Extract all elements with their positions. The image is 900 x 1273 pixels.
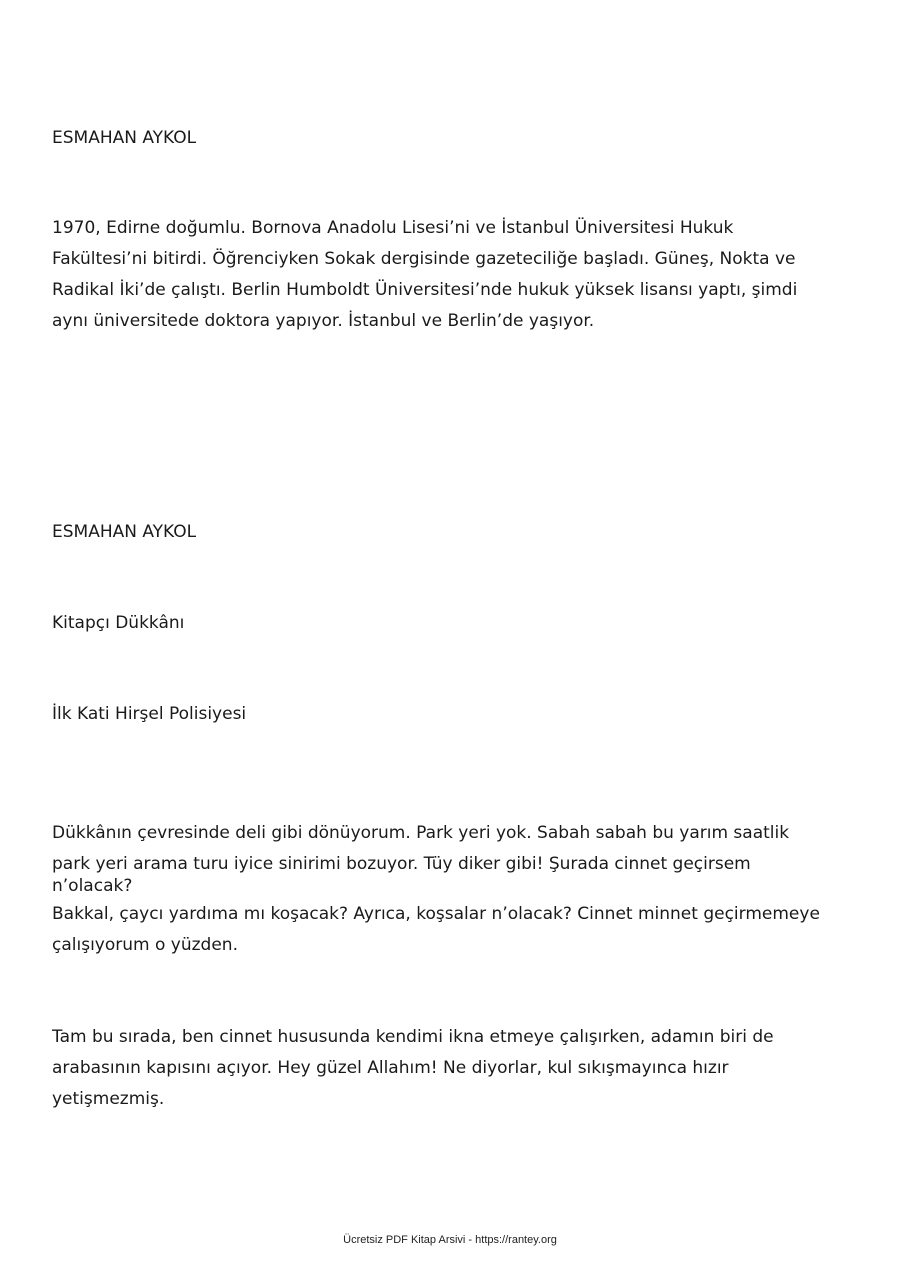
paragraph-line: Dükkânın çevresinde deli gibi dönüyorum. Park yeri yok. Sabah sabah bu yarım saatlik <box>52 823 790 843</box>
paragraph-line: park yeri arama turu iyice sinirimi bozuyor. Tüy diker gibi! Şurada cinnet geçirsem <box>52 854 751 874</box>
page-footer: Ücretsiz PDF Kitap Arsivi - https://rantey.org <box>343 1234 557 1246</box>
story-paragraph <box>52 1022 860 1115</box>
bio-line: 1970, Edirne doğumlu. Bornova Anadolu Lisesi’ni ve İstanbul Üniversitesi Hukuk <box>52 218 734 238</box>
paragraph-line: Tam bu sırada, ben cinnet hususunda kendimi ikna etmeye çalışırken, adamın biri de <box>52 1027 774 1047</box>
book-title: Kitapçı Dükkânı <box>52 613 185 633</box>
paragraph-line: Bakkal, çaycı yardıma mı koşacak? Ayrıca, koşsalar n’olacak? Cinnet minnet geçirmemeye <box>52 904 820 924</box>
paragraph-line: yetişmezmiş. <box>52 1089 165 1109</box>
bio-line: Fakültesi’ni bitirdi. Öğrenciyken Sokak dergisinde gazeteciliğe başladı. Güneş, Nokta ve <box>52 249 796 269</box>
author-heading: ESMAHAN AYKOL <box>52 128 197 148</box>
bio-line: aynı üniversitede doktora yapıyor. İstanbul ve Berlin’de yaşıyor. <box>52 311 595 331</box>
paragraph-line: n’olacak? <box>52 876 133 896</box>
paragraph-line: arabasının kapısını açıyor. Hey güzel Allahım! Ne diyorlar, kul sıkışmayınca hızır <box>52 1058 729 1078</box>
author-bio <box>52 213 860 337</box>
bio-line: Radikal İki’de çalıştı. Berlin Humboldt Üniversitesi’nde hukuk yüksek lisansı yaptı, şimdi <box>52 280 798 300</box>
story-paragraph <box>52 818 860 961</box>
book-subtitle: İlk Kati Hirşel Polisiyesi <box>52 704 247 724</box>
author-heading-title-page: ESMAHAN AYKOL <box>52 522 197 542</box>
paragraph-line: çalışıyorum o yüzden. <box>52 935 238 955</box>
